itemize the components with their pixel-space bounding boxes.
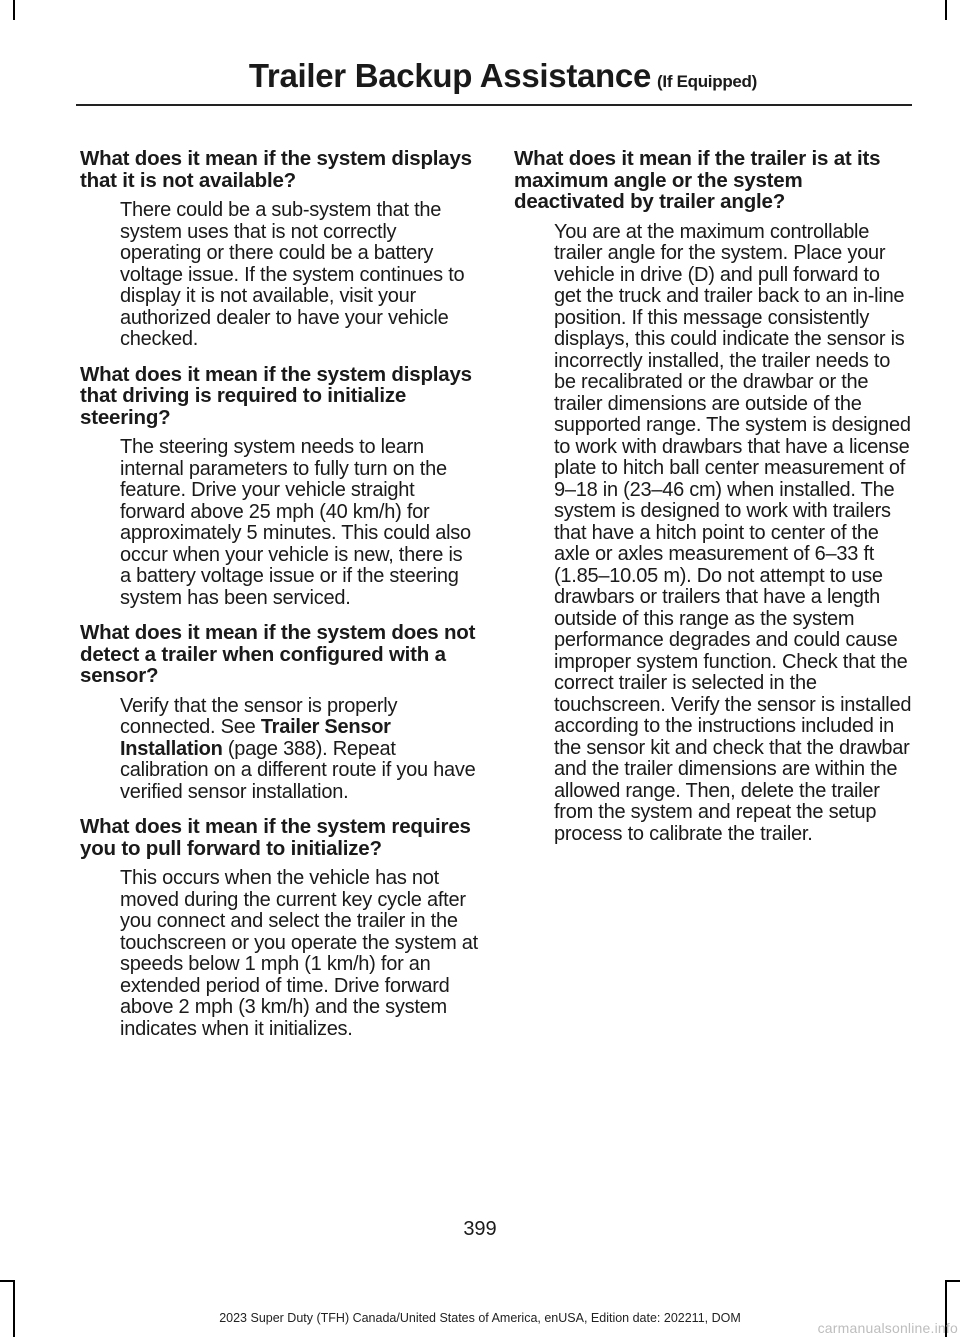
footer-text: 2023 Super Duty (TFH) Canada/United States of America, enUSA, Edition date: 202211, DOM — [219, 1311, 741, 1325]
crop-mark-bottom-left-h — [0, 1280, 14, 1282]
page-title-suffix: (If Equipped) — [657, 72, 757, 91]
crop-mark-top-right — [945, 0, 947, 20]
crop-mark-bottom-left — [13, 1280, 15, 1337]
faq-answer-text: (page 388). Repeat calibration on a different route if you have verified sensor installation. — [120, 737, 476, 803]
faq-answer: The steering system needs to learn internal parameters to fully turn on the feature. Drive your vehicle straight forward above 25 mph (40 km/h) for approximately 5 minutes. This could also occur when your vehicle is new, there is a battery voltage issue or if the steering system has been serviced. — [120, 436, 471, 609]
faq-item — [80, 622, 478, 803]
crop-mark-bottom-right-h — [946, 1280, 960, 1282]
faq-question: What does it mean if the system displays that driving is required to initialize steering? — [80, 362, 472, 429]
watermark: carmanualsonline.info — [817, 1320, 958, 1336]
faq-question: What does it mean if the system displays that it is not available? — [80, 147, 472, 192]
left-column — [80, 148, 478, 1053]
faq-question: What does it mean if the system does not detect a trailer when configured with a sensor? — [80, 621, 476, 687]
right-column — [514, 148, 912, 858]
header-divider — [76, 104, 912, 106]
faq-answer — [120, 696, 478, 804]
faq-question: What does it mean if the trailer is at its maximum angle or the system deactivated by trailer angle? — [514, 147, 881, 213]
page-title-text: Trailer Backup Assistance — [248, 57, 652, 94]
page-number: 399 — [463, 1218, 497, 1240]
crop-mark-top-left — [13, 0, 15, 20]
faq-answer: This occurs when the vehicle has not moved during the current key cycle after you connect and select the trailer in the touchscreen or you operate the system at speeds below 1 mph (1 km/h) for an extended period of time. Drive forward above 2 mph (3 km/h) and the system indicates when it initializes. — [120, 867, 478, 1040]
faq-item — [80, 364, 478, 610]
cross-reference-link[interactable]: Trailer Sensor Installation — [120, 716, 391, 760]
faq-item — [80, 148, 478, 351]
faq-question: What does it mean if the system requires you to pull forward to initialize? — [80, 815, 471, 860]
faq-item — [80, 816, 478, 1040]
page-title — [249, 57, 757, 95]
faq-item — [514, 148, 912, 845]
faq-answer-text: Verify that the sensor is properly connected. See — [120, 694, 398, 738]
faq-answer: There could be a sub-system that the system uses that is not correctly operating or there could be a battery voltage issue. If the system continues to display it is not available, visit your authorized dealer to have your vehicle checked. — [120, 199, 465, 350]
faq-answer: You are at the maximum controllable trailer angle for the system. Place your vehicle in drive (D) and pull forward to get the truck and trailer back to an in-line position. If this message consistently displays, this could indicate the sensor is incorrectly installed, the trailer needs to be recalibrated or the drawbar or the trailer dimensions are outside of the supported range. The system is designed to work with drawbars that have a license plate to hitch ball center measurement of 9–18 in (23–46 cm) when installed. The system is designed to work with trailers that have a hitch point to center of the axle or axles measurement of 6–33 ft (1.85–10.05 m). Do not attempt to use drawbars or trailers that have a length outside of this range as the system performance degrades and could cause improper system function. Check that the correct trailer is selected in the touchscreen. Verify the sensor is installed according to the instructions included in the sensor kit and check that the drawbar and the trailer dimensions are within the allowed range. Then, delete the trailer from the system and repeat the setup process to calibrate the trailer. — [554, 220, 912, 845]
